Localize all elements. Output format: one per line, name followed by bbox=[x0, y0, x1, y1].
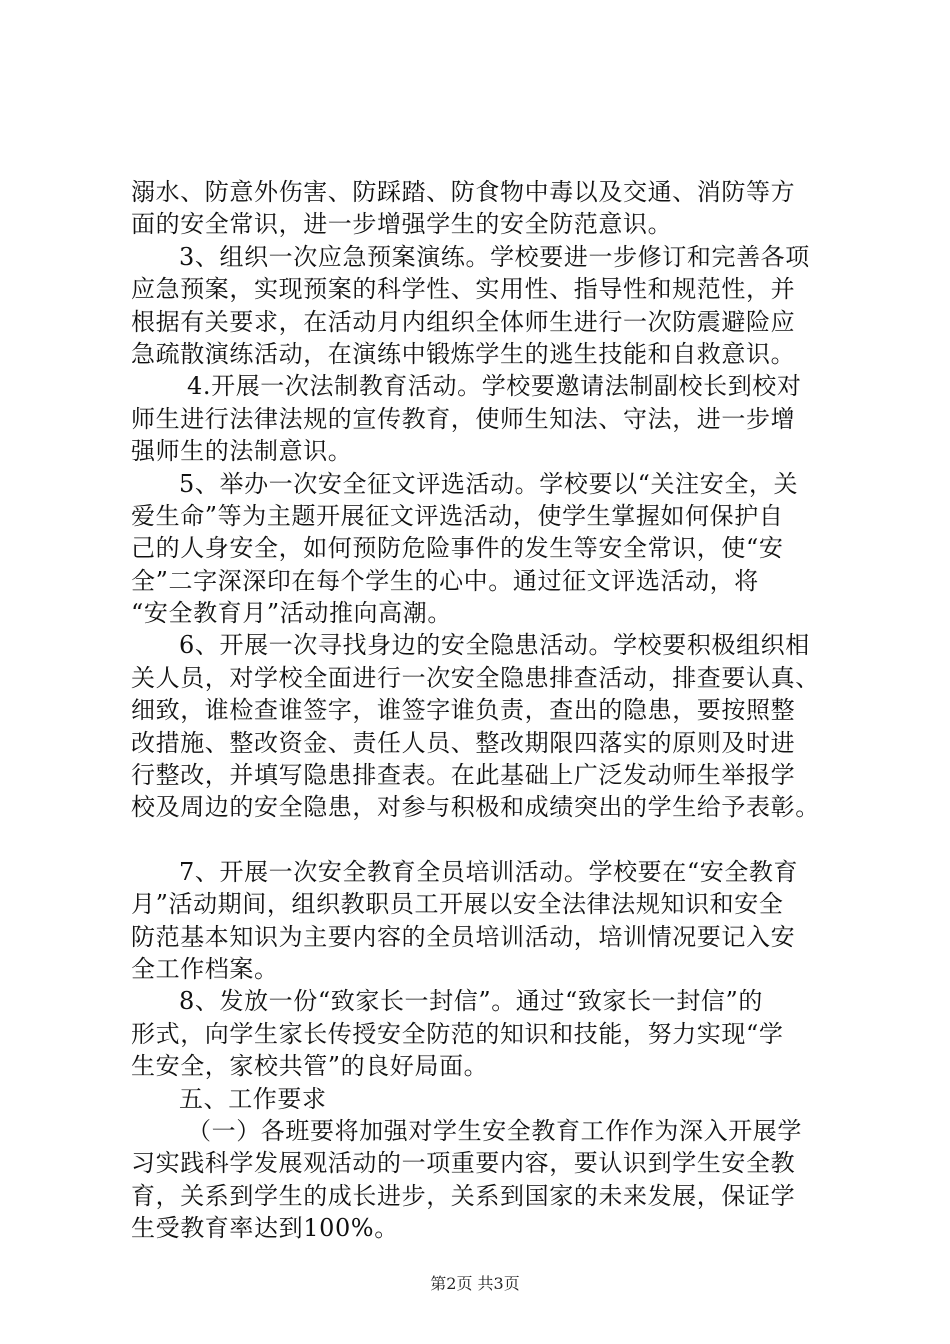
requirement-1-line: 生受教育率达到100%。 bbox=[131, 1214, 399, 1243]
paragraph-item-5-line: 全”二字深深印在每个学生的心中。通过征文评选活动，将 bbox=[131, 566, 759, 595]
paragraph-item-8-line: 形式，向学生家长传授安全防范的知识和技能，努力实现“学 bbox=[131, 1019, 784, 1048]
section-heading: 五、工作要求 bbox=[179, 1084, 327, 1113]
paragraph-item-6-line: 校及周边的安全隐患，对参与积极和成绩突出的学生给予表彰。 bbox=[131, 793, 820, 822]
paragraph-item-4-line: 4.开展一次法制教育活动。学校要邀请法制副校长到校对 bbox=[187, 372, 802, 401]
paragraph-item-6-line: 改措施、整改资金、责任人员、整改期限四落实的原则及时进 bbox=[131, 728, 796, 757]
paragraph-item-4-line: 师生进行法律法规的宣传教育，使师生知法、守法，进一步增 bbox=[131, 404, 796, 433]
paragraph-item-8-line: 8、发放一份“致家长一封信”。通过“致家长一封信”的 bbox=[179, 987, 763, 1016]
requirement-1-line: 育，关系到学生的成长进步，关系到国家的未来发展，保证学 bbox=[131, 1181, 796, 1210]
paragraph-item-5-line: 己的人身安全，如何预防危险事件的发生等安全常识，使“安 bbox=[131, 534, 784, 563]
paragraph-item-7-line: 全工作档案。 bbox=[131, 954, 279, 983]
paragraph-item-6-line: 关人员，对学校全面进行一次安全隐患排查活动，排查要认真、 bbox=[131, 663, 820, 692]
document-body bbox=[131, 176, 831, 1245]
requirement-1-line: 习实践科学发展观活动的一项重要内容，要认识到学生安全教 bbox=[131, 1149, 796, 1178]
paragraph-item-4-line: 强师生的法制意识。 bbox=[131, 437, 353, 466]
paragraph-item-6-line: 细致，谁检查谁签字，谁签字谁负责，查出的隐患，要按照整 bbox=[131, 696, 796, 725]
page-number-footer: 第2页 共3页 bbox=[430, 1274, 520, 1293]
paragraph-item-7-line: 7、开展一次安全教育全员培训活动。学校要在“安全教育 bbox=[179, 857, 799, 886]
paragraph-item-8-line: 生安全，家校共管”的良好局面。 bbox=[131, 1052, 489, 1081]
text-line: 溺水、防意外伤害、防踩踏、防食物中毒以及交通、消防等方 bbox=[131, 178, 796, 206]
paragraph-item-5-line: 爱生命”等为主题开展征文评选活动，使学生掌握如何保护自 bbox=[131, 501, 784, 530]
text-line: 面的安全常识，进一步增强学生的安全防范意识。 bbox=[131, 210, 673, 239]
paragraph-item-6-line: 6、开展一次寻找身边的安全隐患活动。学校要积极组织相 bbox=[179, 631, 810, 660]
paragraph-item-3-line: 应急预案，实现预案的科学性、实用性、指导性和规范性，并 bbox=[131, 275, 796, 304]
paragraph-item-5-line: “安全教育月”活动推向高潮。 bbox=[131, 599, 452, 628]
paragraph-item-7-line: 防范基本知识为主要内容的全员培训活动，培训情况要记入安 bbox=[131, 922, 796, 951]
requirement-1-line: （一）各班要将加强对学生安全教育工作作为深入开展学 bbox=[187, 1116, 802, 1145]
blank-line bbox=[131, 824, 831, 856]
paragraph-item-3-line: 3、组织一次应急预案演练。学校要进一步修订和完善各项 bbox=[179, 242, 810, 271]
paragraph-item-7-line: 月”活动期间，组织教职员工开展以安全法律法规知识和安全 bbox=[131, 890, 784, 919]
paragraph-item-6-line: 行整改，并填写隐患排查表。在此基础上广泛发动师生举报学 bbox=[131, 761, 796, 790]
paragraph-item-3-line: 根据有关要求，在活动月内组织全体师生进行一次防震避险应 bbox=[131, 307, 796, 336]
paragraph-item-3-line: 急疏散演练活动，在演练中锻炼学生的逃生技能和自救意识。 bbox=[131, 339, 796, 368]
paragraph-item-5-line: 5、举办一次安全征文评选活动。学校要以“关注安全，关 bbox=[179, 469, 799, 498]
